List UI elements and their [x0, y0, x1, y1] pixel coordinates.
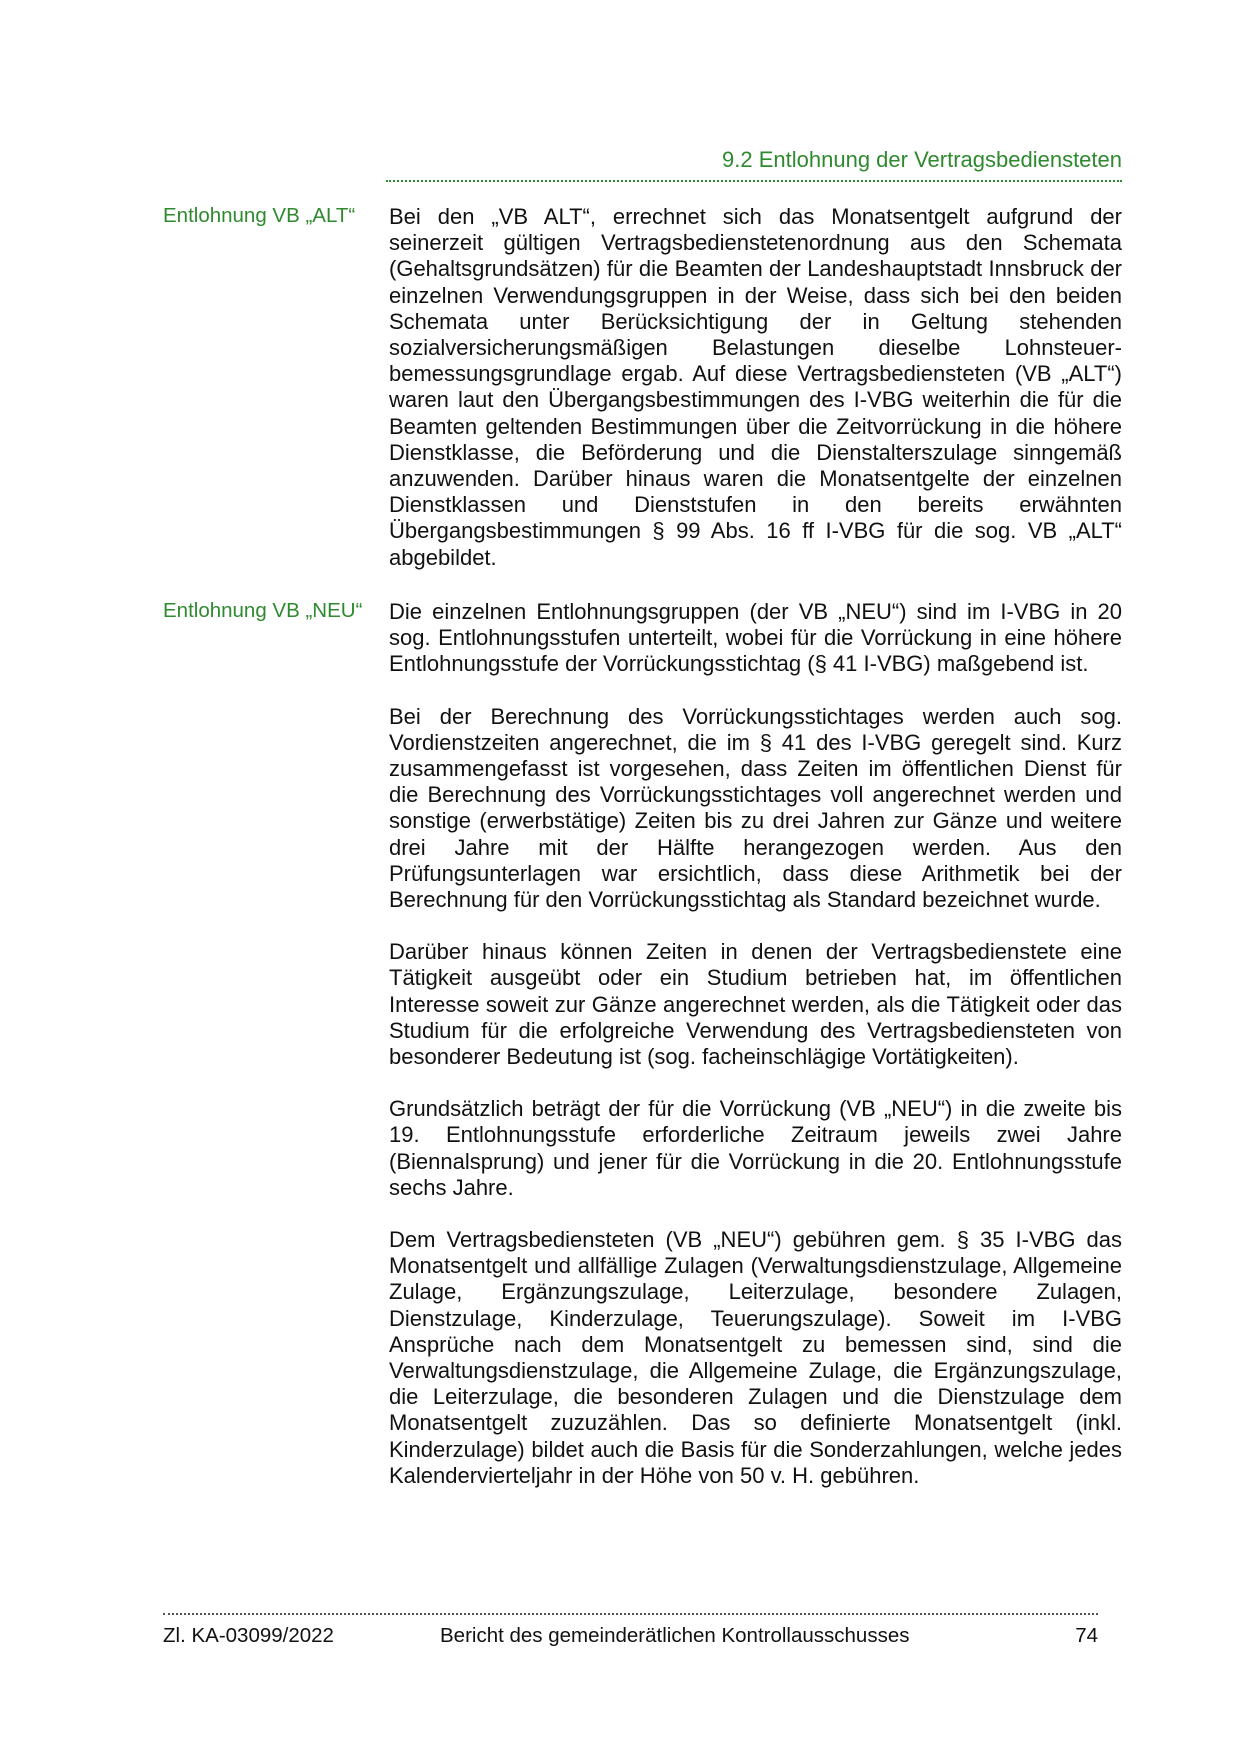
- paragraph: Die einzelnen Entlohnungsgruppen (der VB „NEU“) sind im I-VBG in 20 sog. Entlohnungsstufen unterteilt, wobei für die Vorrückung in eine höhere Entlohnungsstufe der Vorrückungsstichtag (§ 41 I-VBG) maßgebend ist.: [389, 599, 1122, 677]
- paragraph: Bei den „VB ALT“, errechnet sich das Monatsentgelt aufgrund der seinerzeit gültigen Vertragsbedienstetenordnung aus den Schemata (Gehaltsgrundsätzen) für die Beamten der Landeshauptstadt Innsbruck der einzelnen Verwendungsgruppen in der Weise, dass sich bei den beiden Schemata unter Berücksichtigung der in Geltung stehenden sozialversicherungsmäßigen Belastungen dieselbe Lohnsteuerbemessungsgrundlage ergab. Auf diese Vertragsbediensteten (VB „ALT“) waren laut den Übergangsbestimmungen des I-VBG weiterhin die für die Beamten geltenden Bestimmungen über die Zeitvorrückung in die höhere Dienstklasse, die Beförderung und die Dienstalterszulage sinngemäß anzuwenden. Darüber hinaus waren die Monatsentgelte der einzelnen Dienstklassen und Dienststufen in den bereits erwähnten Übergangsbestimmungen § 99 Abs. 16 ff I-VBG für die sog. VB „ALT“ abgebildet.: [389, 204, 1122, 570]
- paragraph: Dem Vertragsbediensteten (VB „NEU“) gebühren gem. § 35 I-VBG das Monatsentgelt und allfällige Zulagen (Verwaltungsdienstzulage, Allgemeine Zulage, Ergänzungszulage, Leiterzulage, besondere Zulagen, Dienstzulage, Kinderzulage, Teuerungszulage). Soweit im I-VBG Ansprüche nach dem Monatsentgelt zu bemessen sind, sind die Verwaltungsdienstzulage, die Allgemeine Zulage, die Ergänzungszulage, die Leiterzulage, die besonderen Zulagen und die Dienstzulage dem Monatsentgelt zuzuzählen. Das so definierte Monatsentgelt (inkl. Kinderzulage) bildet auch die Basis für die Sonderzahlungen, welche jedes Kalendervierteljahr in der Höhe von 50 v. H. gebühren.: [389, 1227, 1122, 1488]
- section-vb-neu: [389, 599, 1122, 1515]
- paragraph: Grundsätzlich beträgt der für die Vorrückung (VB „NEU“) in die zweite bis 19. Entlohnungsstufe erforderliche Zeitraum jeweils zwei Jahre (Biennalsprung) und jener für die Vorrückung in die 20. Entlohnungsstufe sechs Jahre.: [389, 1096, 1122, 1200]
- paragraph: Bei der Berechnung des Vorrückungsstichtages werden auch sog. Vordienstzeiten angerechnet, die im § 41 des I-VBG geregelt sind. Kurz zusammengefasst ist vorgesehen, dass Zeiten im öffentlichen Dienst für die Berechnung des Vorrückungsstichtages voll angerechnet werden und sonstige (erwerbstätige) Zeiten bis zu drei Jahren zur Gänze und weitere drei Jahre mit der Hälfte herangezogen werden. Aus den Prüfungsunterlagen war ersichtlich, dass diese Arithmetik bei der Berechnung für den Vorrückungsstichtag als Standard bezeichnet wurde.: [389, 703, 1122, 913]
- paragraph: Darüber hinaus können Zeiten in denen der Vertragsbedienstete eine Tätigkeit ausgeübt oder ein Studium betrieben hat, im öffentlichen Interesse soweit zur Gänze angerechnet werden, als die Tätigkeit oder das Studium für die erfolgreiche Verwendung des Vertragsbediensteten von besonderer Bedeutung ist (sog. facheinschlägige Vortätigkeiten).: [389, 939, 1122, 1070]
- margin-label-vb-neu: Entlohnung VB „NEU“: [163, 599, 363, 622]
- section-title: 9.2 Entlohnung der Vertragsbediensteten: [722, 147, 1122, 172]
- footer-title: Bericht des gemeinderätlichen Kontrollausschusses: [440, 1624, 910, 1647]
- page-number: 74: [1075, 1624, 1098, 1647]
- running-header: [386, 146, 1122, 182]
- margin-label-vb-alt: Entlohnung VB „ALT“: [163, 204, 356, 227]
- footer-doc-id: Zl. KA-03099/2022: [163, 1624, 334, 1647]
- footer-divider: [163, 1613, 1098, 1615]
- section-vb-alt: [389, 204, 1122, 597]
